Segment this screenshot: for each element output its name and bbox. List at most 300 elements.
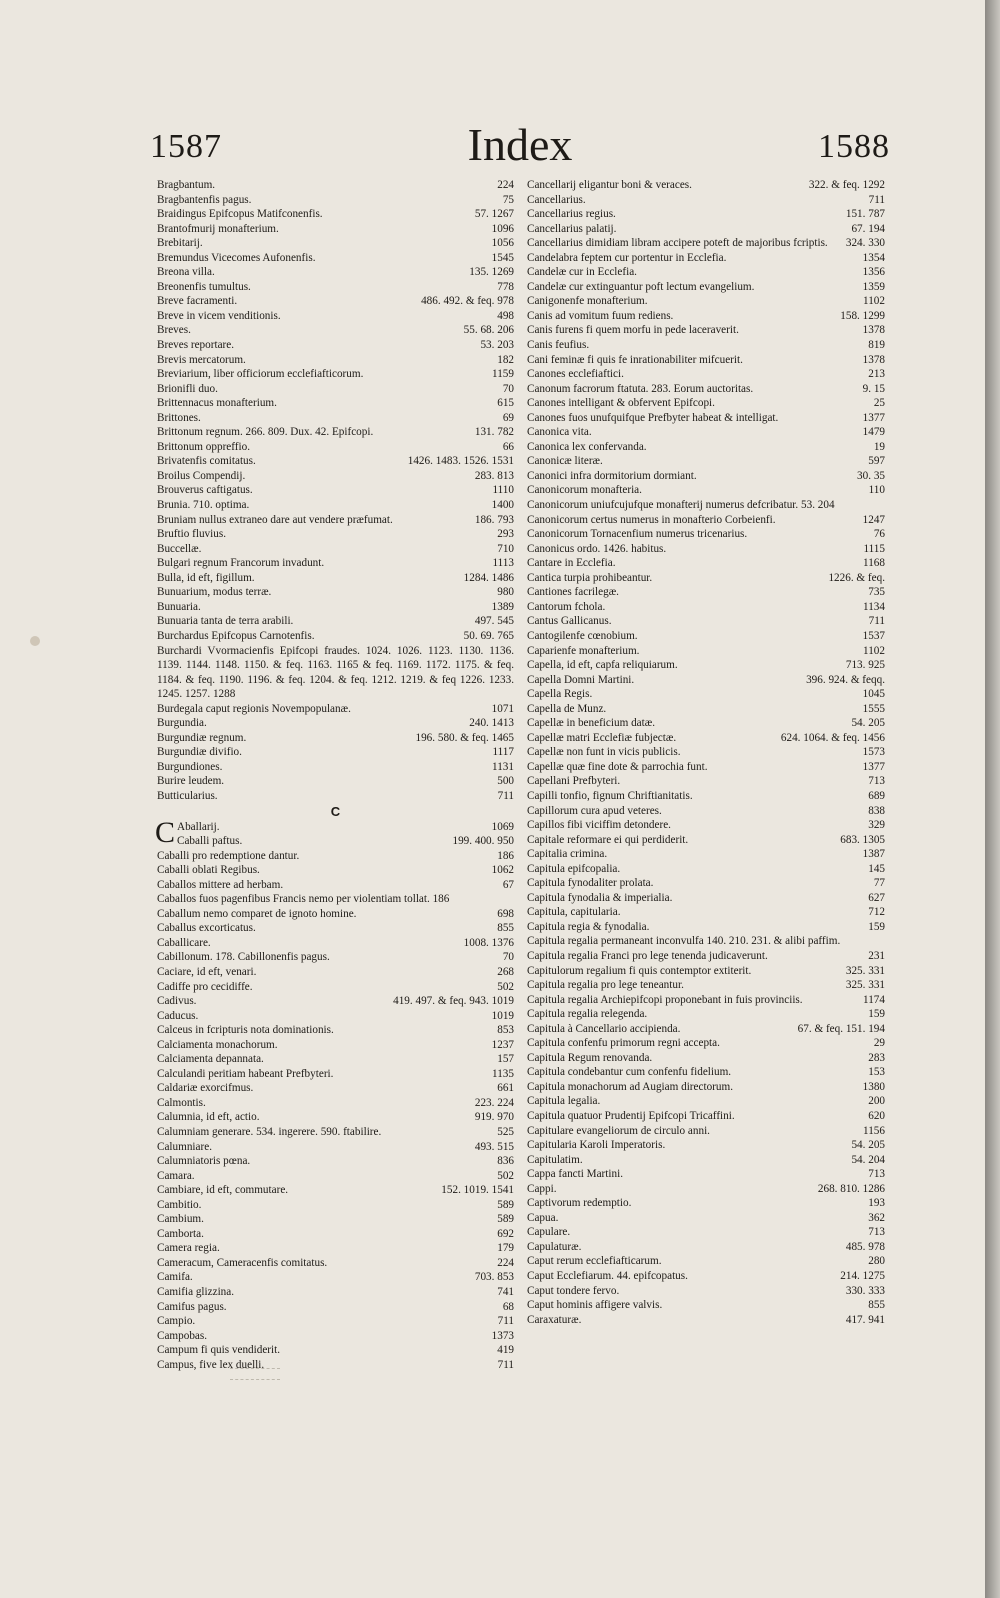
index-term: Cambium. <box>157 1213 204 1226</box>
index-reference: 502 <box>493 980 514 995</box>
index-group-candela-canonica <box>527 251 885 498</box>
index-term: Calumniam generare. 534. ingerere. 590. ftabilire. <box>157 1126 382 1138</box>
index-reference: 179 <box>493 1241 514 1256</box>
index-entry <box>527 644 885 659</box>
index-entry <box>157 265 514 280</box>
index-reference: 159 <box>864 1007 885 1022</box>
index-term: Cantica turpia prohibeantur. <box>527 571 653 584</box>
index-reference: 1555 <box>859 702 885 717</box>
index-entry <box>527 1196 885 1211</box>
index-entry <box>157 193 514 208</box>
index-entry <box>527 862 885 877</box>
index-term: Bunuarium, modus terræ. <box>157 586 272 599</box>
index-reference: 778 <box>493 280 514 295</box>
index-term: Calmontis. <box>157 1096 206 1109</box>
index-entry <box>157 207 514 222</box>
index-reference: 502 <box>493 1169 514 1184</box>
index-term: Caballicare. <box>157 936 211 949</box>
index-entry <box>157 440 514 455</box>
index-entry <box>527 833 885 848</box>
index-entry <box>157 1052 514 1067</box>
index-entry <box>157 834 514 849</box>
index-entry <box>527 353 885 368</box>
index-term: Caballi pro redemptione dantur. <box>157 849 300 862</box>
index-entry <box>157 338 514 353</box>
index-reference: 76 <box>870 527 885 542</box>
index-term: Camborta. <box>157 1227 204 1240</box>
index-entry <box>157 1154 514 1169</box>
index-reference: 1377 <box>859 760 885 775</box>
index-reference: 214. 1275 <box>836 1269 885 1284</box>
index-term: Campum fi quis vendiderit. <box>157 1344 281 1357</box>
index-term: Calciamenta monachorum. <box>157 1038 278 1051</box>
index-reference: 224 <box>493 178 514 193</box>
index-entry <box>157 760 514 775</box>
index-reference: 213 <box>864 367 885 382</box>
index-term: Burire leudem. <box>157 775 225 788</box>
index-term: Caput hominis affigere valvis. <box>527 1299 663 1312</box>
index-entry <box>527 978 885 993</box>
index-reference: 711 <box>865 614 885 629</box>
index-term: Calumnia, id eft, actio. <box>157 1111 260 1124</box>
page-title: Index <box>467 119 573 170</box>
index-term: Breves reportare. <box>157 339 235 352</box>
index-entry <box>527 396 885 411</box>
index-reference: 855 <box>864 1298 885 1313</box>
index-reference: 493. 515 <box>471 1140 514 1155</box>
index-entry <box>157 1009 514 1024</box>
index-reference: 741 <box>493 1285 514 1300</box>
index-reference: 1378 <box>859 323 885 338</box>
index-entry <box>527 1254 885 1269</box>
index-entry <box>157 1096 514 1111</box>
index-term: Capitulare evangeliorum de circulo anni. <box>527 1124 710 1137</box>
index-term: Capellani Prefbyteri. <box>527 775 621 788</box>
index-entry <box>157 789 514 804</box>
index-term: Brantofmurij monafterium. <box>157 222 279 235</box>
index-entry <box>157 498 514 513</box>
page-header <box>150 118 890 178</box>
index-entry <box>527 1109 885 1124</box>
index-reference: 1400 <box>488 498 514 513</box>
index-term: Canis ad vomitum fuum rediens. <box>527 309 674 322</box>
index-term: Calumniare. <box>157 1140 212 1153</box>
index-term: Burchardus Epifcopus Carnotenfis. <box>157 629 315 642</box>
index-term: Bruftio fluvius. <box>157 528 226 541</box>
index-entry <box>527 425 885 440</box>
index-term: Capulaturæ. <box>527 1240 582 1253</box>
index-entry <box>527 920 885 935</box>
index-entry <box>157 1343 514 1358</box>
index-term: Capulare. <box>527 1226 571 1239</box>
index-term: Campus, five lex duelli. <box>157 1358 265 1371</box>
index-term: Bragbantum. <box>157 179 216 191</box>
index-entry <box>157 994 514 1009</box>
index-term: Camara. <box>157 1169 195 1182</box>
index-entry <box>527 818 885 833</box>
index-reference: 1389 <box>488 600 514 615</box>
index-term: Canones ecclefiaftici. <box>527 368 624 381</box>
index-entry <box>157 1256 514 1271</box>
index-entry <box>157 280 514 295</box>
index-entry <box>527 323 885 338</box>
index-reference: 69 <box>499 411 514 426</box>
index-term: Capitulatim. <box>527 1153 583 1166</box>
index-reference: 57. 1267 <box>471 207 514 222</box>
index-term: Breviarium, liber officiorum ecclefiafticorum. <box>157 368 364 381</box>
index-entry <box>527 1269 885 1284</box>
index-term: Caballi paftus. <box>177 835 243 848</box>
index-entry <box>527 658 885 673</box>
index-term: Bremundus Vicecomes Aufonenfis. <box>157 251 316 264</box>
index-reference: 711 <box>494 1314 514 1329</box>
index-entry <box>157 513 514 528</box>
index-entry <box>527 338 885 353</box>
index-entry <box>527 1153 885 1168</box>
index-entry <box>527 483 885 498</box>
index-reference: 67. 194 <box>847 222 885 237</box>
index-term: Capella Domni Martini. <box>527 673 635 686</box>
index-reference: 196. 580. & feq. 1465 <box>411 731 514 746</box>
index-reference: 182 <box>493 353 514 368</box>
index-entry <box>157 614 514 629</box>
index-entry <box>157 863 514 878</box>
index-entry <box>527 1138 885 1153</box>
index-term: Brivatenfis comitatus. <box>157 455 256 468</box>
index-entry <box>527 673 885 688</box>
index-term: Brionifli duo. <box>157 382 218 395</box>
index-entry <box>157 907 514 922</box>
index-reference: 75 <box>499 193 514 208</box>
index-entry <box>527 440 885 455</box>
index-reference: 1115 <box>859 542 885 557</box>
index-term: Capitula regalia pro lege teneantur. <box>527 979 684 992</box>
index-entry <box>157 294 514 309</box>
index-entry <box>527 251 885 266</box>
index-term: Capellæ quæ fine dote & parrochia funt. <box>527 760 708 773</box>
index-reference: 525 <box>493 1125 514 1140</box>
index-entry <box>157 1067 514 1082</box>
index-term: Bulgari regnum Francorum invadunt. <box>157 557 325 570</box>
index-term: Capitula fynodalia & imperialia. <box>527 891 673 904</box>
index-term: Cappa fancti Martini. <box>527 1168 623 1181</box>
index-term: Canonica lex confervanda. <box>527 440 647 453</box>
index-reference: 1247 <box>859 513 885 528</box>
index-term: Canis feufius. <box>527 339 590 352</box>
index-term: Burdegala caput regionis Novempopulanæ. <box>157 702 351 715</box>
index-term: Cantiones facrilegæ. <box>527 586 619 599</box>
index-entry <box>157 1314 514 1329</box>
index-reference: 362 <box>864 1211 885 1226</box>
index-reference: 624. 1064. & feq. 1456 <box>777 731 885 746</box>
index-term: Capitale reformare ei qui perdiderit. <box>527 833 689 846</box>
index-entry <box>527 265 885 280</box>
index-reference: 1378 <box>859 353 885 368</box>
index-reference: 30. 35 <box>853 469 885 484</box>
index-entry <box>157 745 514 760</box>
index-term: Canonici infra dormitorium dormiant. <box>527 469 697 482</box>
index-reference: 1479 <box>859 425 885 440</box>
index-entry <box>157 527 514 542</box>
index-reference: 1226. & feq. <box>824 571 885 586</box>
index-entry <box>527 411 885 426</box>
index-reference: 853 <box>493 1023 514 1038</box>
index-entry <box>157 702 514 717</box>
index-group-cancellarius <box>527 178 885 236</box>
index-reference: 589 <box>493 1212 514 1227</box>
index-reference: 145 <box>864 862 885 877</box>
index-reference: 268. 810. 1286 <box>814 1182 885 1197</box>
index-entry <box>157 1285 514 1300</box>
index-term: Candelæ cur in Ecclefia. <box>527 266 637 279</box>
index-term: Buccellæ. <box>157 542 202 555</box>
index-reference: 1117 <box>488 745 514 760</box>
index-entry <box>527 571 885 586</box>
index-term: Cantogilenfe cœnobium. <box>527 629 638 642</box>
index-term: Camifia glizzina. <box>157 1286 235 1299</box>
index-entry <box>157 1212 514 1227</box>
index-reference: 199. 400. 950 <box>448 834 514 849</box>
index-reference: 683. 1305 <box>836 833 885 848</box>
index-reference: 855 <box>493 921 514 936</box>
index-entry <box>527 876 885 891</box>
index-entry <box>527 207 885 222</box>
index-term: Brittonum oppreffio. <box>157 440 251 453</box>
index-entry <box>157 309 514 324</box>
index-term: Cappi. <box>527 1182 557 1195</box>
index-term: Capellæ in beneficium datæ. <box>527 717 656 730</box>
index-entry <box>157 1270 514 1285</box>
index-reference: 322. & feq. 1292 <box>805 178 885 193</box>
index-reference: 1096 <box>488 222 514 237</box>
index-term: Capillorum cura apud veteres. <box>527 804 662 817</box>
index-reference: 1008. 1376 <box>460 936 514 951</box>
left-page-number: 1587 <box>150 128 222 165</box>
index-entry <box>527 774 885 789</box>
section-letter-c: C <box>330 803 341 819</box>
index-reference: 711 <box>494 789 514 804</box>
index-entry <box>157 236 514 251</box>
index-reference: 919. 970 <box>471 1110 514 1125</box>
index-term: Capella de Munz. <box>527 702 607 715</box>
index-entry <box>527 382 885 397</box>
index-reference: 838 <box>864 804 885 819</box>
index-entry <box>527 1313 885 1328</box>
index-term: Burgundiæ divifio. <box>157 746 242 759</box>
index-term: Camera regia. <box>157 1242 220 1255</box>
index-term: Canones fuos unufquifque Prefbyter habeat & intelligat. <box>527 411 779 424</box>
index-entry <box>527 1240 885 1255</box>
index-reference: 55. 68. 206 <box>460 323 514 338</box>
index-term: Capellæ non funt in vicis publicis. <box>527 746 681 759</box>
index-reference: 713 <box>864 1225 885 1240</box>
index-entry <box>527 789 885 804</box>
index-term: Caducus. <box>157 1009 199 1022</box>
index-entry <box>527 513 885 528</box>
index-term: Caballos mittere ad herbam. <box>157 878 284 891</box>
index-group-c-first <box>155 815 514 893</box>
index-term: Cancellarius regius. <box>527 208 616 221</box>
index-entry <box>527 847 885 862</box>
index-term: Canones intelligant & obfervent Epifcopi. <box>527 397 715 410</box>
index-entry <box>157 222 514 237</box>
index-term: Canonicorum monafteria. <box>527 484 642 497</box>
index-entry <box>527 527 885 542</box>
index-term: Cancellarius palatij. <box>527 222 617 235</box>
index-entry <box>157 629 514 644</box>
index-term: Breve facramenti. <box>157 295 238 308</box>
index-reference: 77 <box>870 876 885 891</box>
index-term: Bulla, id eft, figillum. <box>157 571 255 584</box>
index-entry <box>157 454 514 469</box>
index-term: Caput Ecclefiarum. 44. epifcopatus. <box>527 1270 688 1283</box>
index-entry <box>527 454 885 469</box>
index-entry <box>157 965 514 980</box>
index-reference: 703. 853 <box>471 1270 514 1285</box>
index-reference: 54. 205 <box>847 1138 885 1153</box>
index-reference: 9. 15 <box>859 382 885 397</box>
index-entry <box>527 1094 885 1109</box>
index-reference: 67. & feq. 151. 194 <box>794 1022 885 1037</box>
index-reference: 1131 <box>488 760 514 775</box>
index-term: Capitula à Cancellario accipienda. <box>527 1022 681 1035</box>
index-reference: 627 <box>864 891 885 906</box>
index-term: Caballus excorticatus. <box>157 922 256 935</box>
index-entry-caballos: Caballos fuos pagenfibus Francis nemo per violentiam tollat. 186 <box>157 893 450 906</box>
index-term: Brunia. 710. optima. <box>157 499 250 512</box>
index-reference: 1237 <box>488 1038 514 1053</box>
index-entry <box>527 585 885 600</box>
index-term: Cantorum fchola. <box>527 600 606 613</box>
index-entry <box>157 849 514 864</box>
index-term: Caldariæ exorcifmus. <box>157 1082 254 1095</box>
index-reference: 1102 <box>859 294 885 309</box>
index-reference: 486. 492. & feq. 978 <box>417 294 514 309</box>
index-term: Capella, id eft, capfa reliquiarum. <box>527 659 678 672</box>
index-term: Captivorum redemptio. <box>527 1197 632 1210</box>
index-term: Cantus Gallicanus. <box>527 615 612 628</box>
index-term: Candelabra feptem cur portentur in Ecclefia. <box>527 251 727 264</box>
index-term: Canis furens fi quem morfu in pede laceraverit. <box>527 324 739 337</box>
index-entry <box>527 905 885 920</box>
index-reference: 68 <box>499 1300 514 1315</box>
index-reference: 1354 <box>859 251 885 266</box>
index-term: Capitula confenfu primorum regni accepta. <box>527 1037 720 1050</box>
index-term: Aballarij. <box>177 820 220 833</box>
index-entry <box>157 1038 514 1053</box>
index-term: Canonica vita. <box>527 426 592 439</box>
index-reference: 135. 1269 <box>465 265 514 280</box>
index-term: Capitula regalia Franci pro lege tenenda judicaverunt. <box>527 949 768 962</box>
index-term: Bragbantenfis pagus. <box>157 193 252 206</box>
index-term: Butticularius. <box>157 789 218 802</box>
index-entry <box>157 1300 514 1315</box>
index-entry <box>157 542 514 557</box>
index-entry <box>157 1198 514 1213</box>
index-reference: 1387 <box>859 847 885 862</box>
index-term: Bruniam nullus extraneo dare aut vendere præfumat. <box>157 513 393 526</box>
index-term: Cambitio. <box>157 1198 202 1211</box>
index-term: Cantare in Ecclefia. <box>527 557 616 570</box>
index-reference: 186. 793 <box>471 513 514 528</box>
index-reference: 712 <box>864 905 885 920</box>
index-reference: 1045 <box>859 687 885 702</box>
index-entry <box>527 1182 885 1197</box>
index-reference: 25 <box>870 396 885 411</box>
index-entry <box>157 353 514 368</box>
index-term: Cabillonum. 178. Cabillonenfis pagus. <box>157 951 330 964</box>
index-term: Calculandi peritiam habeant Prefbyteri. <box>157 1067 334 1080</box>
index-term: Cadivus. <box>157 995 197 1008</box>
index-entry <box>157 1110 514 1125</box>
index-term: Brevis mercatorum. <box>157 353 246 366</box>
index-reference: 1134 <box>859 600 885 615</box>
index-entry-uniuscujusque: Canonicorum uniufcujufque monafterij numerus defcribatur. 53. 204 <box>527 499 835 512</box>
index-term: Caballum nemo comparet de ignoto homine. <box>157 907 357 920</box>
index-entry <box>527 949 885 964</box>
index-entry <box>527 745 885 760</box>
index-entry <box>157 556 514 571</box>
index-entry <box>157 585 514 600</box>
index-reference: 158. 1299 <box>836 309 885 324</box>
index-entry <box>527 556 885 571</box>
index-reference: 1069 <box>488 820 514 835</box>
index-reference: 1573 <box>859 745 885 760</box>
index-term: Capellæ matri Ecclefiæ fubjectæ. <box>527 731 677 744</box>
index-term: Capitula quatuor Prudentij Epifcopi Tricaffini. <box>527 1110 735 1122</box>
right-index-column <box>527 178 885 1327</box>
index-reference: 589 <box>493 1198 514 1213</box>
index-reference: 268 <box>493 965 514 980</box>
index-reference: 1545 <box>488 251 514 266</box>
index-entry <box>527 1022 885 1037</box>
index-reference: 157 <box>493 1052 514 1067</box>
index-term: Broilus Compendij. <box>157 469 246 482</box>
index-reference: 110 <box>865 483 885 498</box>
index-reference: 159 <box>864 920 885 935</box>
index-reference: 1426. 1483. 1526. 1531 <box>404 454 514 469</box>
index-reference: 1373 <box>488 1329 514 1344</box>
index-entry <box>527 629 885 644</box>
index-entry <box>527 367 885 382</box>
index-entry <box>157 396 514 411</box>
index-entry <box>157 571 514 586</box>
index-entry <box>527 1080 885 1095</box>
index-reference: 153 <box>864 1065 885 1080</box>
index-reference: 485. 978 <box>842 1240 885 1255</box>
index-reference: 66 <box>499 440 514 455</box>
page-edge <box>985 0 1000 1598</box>
index-term: Capilli tonfio, fignum Chriftianitatis. <box>527 789 693 802</box>
index-term: Canonicorum certus numerus in monafterio Corbeienfi. <box>527 513 776 526</box>
index-term: Caraxaturæ. <box>527 1313 582 1326</box>
index-reference: 713 <box>864 1167 885 1182</box>
index-entry <box>157 469 514 484</box>
index-term: Canigonenfe monafterium. <box>527 295 648 308</box>
index-entry <box>157 774 514 789</box>
index-reference: 710 <box>493 542 514 557</box>
index-reference: 1135 <box>488 1067 514 1082</box>
index-entry <box>527 804 885 819</box>
index-entry <box>527 964 885 979</box>
index-term: Capitula legalia. <box>527 1095 601 1108</box>
index-reference: 689 <box>864 789 885 804</box>
index-entry <box>157 425 514 440</box>
index-reference: 29 <box>870 1036 885 1051</box>
index-entry <box>527 178 885 193</box>
index-reference: 498 <box>493 309 514 324</box>
index-entry <box>157 936 514 951</box>
